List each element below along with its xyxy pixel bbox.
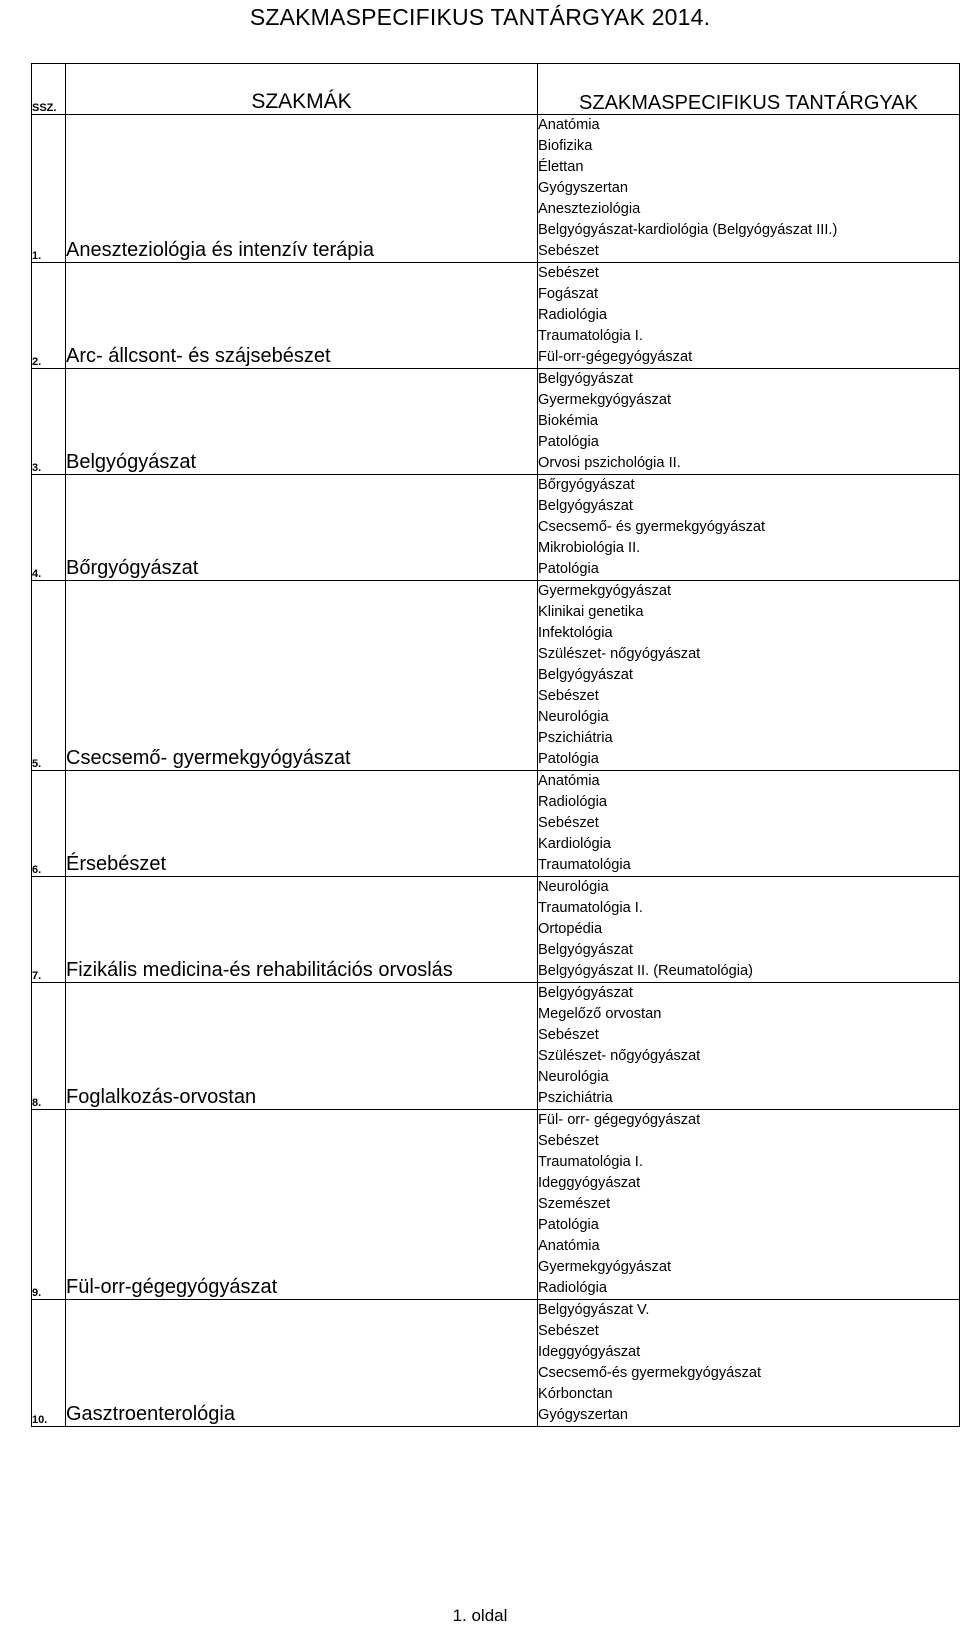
subject-list [538,475,960,581]
subject-item: Szemészet [538,1196,611,1212]
subject-item: Traumatológia I. [538,900,643,916]
subject-item: Belgyógyászat [538,498,633,514]
subject-item: Belgyógyászat II. (Reumatológia) [538,963,753,979]
subject-item: Belgyógyászat [538,985,633,1001]
subject-item: Gyermekgyógyászat [538,583,672,599]
subject-item: Élettan [538,159,584,175]
subject-item: Pszichiátria [538,730,613,746]
subject-item: Neurológia [538,879,609,895]
subject-item: Traumatológia I. [538,1154,643,1170]
subject-item: Pszichiátria [538,1090,613,1106]
subject-list [538,1300,960,1427]
subject-item: Aneszteziológia [538,201,641,217]
table-row [32,1300,960,1427]
subject-item: Megelőző orvostan [538,1006,662,1022]
table-row [32,581,960,771]
row-number: 6. [32,771,66,877]
subject-item: Traumatológia I. [538,328,643,344]
subject-list [538,771,960,877]
subject-item: Sebészet [538,265,599,281]
subject-item: Ideggyógyászat [538,1344,641,1360]
row-number: 10. [32,1300,66,1427]
subject-list [538,115,960,263]
subject-item: Gyógyszertan [538,1407,629,1423]
row-number: 8. [32,983,66,1110]
table-row [32,115,960,263]
subject-list [538,1110,960,1300]
specialty-name: Aneszteziológia és intenzív terápia [66,115,538,263]
subject-item: Belgyógyászat-kardiológia (Belgyógyászat III.) [538,222,838,238]
subject-item: Ideggyógyászat [538,1175,641,1191]
subject-item: Radiológia [538,307,607,323]
row-number: 4. [32,475,66,581]
subject-item: Sebészet [538,1323,599,1339]
row-number: 7. [32,877,66,983]
table-row [32,771,960,877]
subject-item: Anatómia [538,1238,600,1254]
subject-item: Bőrgyógyászat [538,477,635,493]
subject-item: Orvosi pszichológia II. [538,455,681,471]
subject-item: Neurológia [538,709,609,725]
specialty-name: Foglalkozás-orvostan [66,983,538,1110]
subject-item: Belgyógyászat [538,667,633,683]
subject-item: Belgyógyászat [538,371,633,387]
subject-item: Klinikai genetika [538,604,644,620]
subject-item: Csecsemő- és gyermekgyógyászat [538,519,766,535]
subject-item: Neurológia [538,1069,609,1085]
subject-item: Belgyógyászat V. [538,1302,650,1318]
table-row [32,369,960,475]
subject-item: Csecsemő-és gyermekgyógyászat [538,1365,762,1381]
subject-item: Fül-orr-gégegyógyászat [538,349,693,365]
subject-item: Patológia [538,751,599,767]
subject-item: Fogászat [538,286,599,302]
table-row [32,263,960,369]
subject-item: Ortopédia [538,921,603,937]
subject-item: Fül- orr- gégegyógyászat [538,1112,701,1128]
page-footer: 1. oldal [452,1606,508,1625]
specialty-name: Bőrgyógyászat [66,475,538,581]
table-body [32,115,960,1427]
header-szakmak: SZAKMÁK [66,64,538,115]
subject-item: Anatómia [538,773,600,789]
header-ssz: SSZ. [32,64,66,115]
subject-item: Biokémia [538,413,599,429]
specialty-name: Gasztroenterológia [66,1300,538,1427]
table-row [32,1110,960,1300]
subject-item: Gyógyszertan [538,180,629,196]
subject-item: Anatómia [538,117,600,133]
table-row [32,983,960,1110]
subject-item: Sebészet [538,1027,599,1043]
row-number: 1. [32,115,66,263]
subjects-table [31,63,960,1427]
subject-item: Radiológia [538,794,607,810]
subject-list [538,983,960,1110]
subject-item: Kórbonctan [538,1386,613,1402]
specialty-name: Fizikális medicina-és rehabilitációs orvoslás [66,877,538,983]
specialty-name: Csecsemő- gyermekgyógyászat [66,581,538,771]
subject-item: Radiológia [538,1280,607,1296]
table-header-row [32,64,960,115]
row-number: 5. [32,581,66,771]
subject-list [538,877,960,983]
subject-item: Sebészet [538,688,599,704]
subject-list [538,581,960,771]
subject-item: Traumatológia [538,857,631,873]
specialty-name: Arc- állcsont- és szájsebészet [66,263,538,369]
subject-item: Infektológia [538,625,613,641]
subject-item: Szülészet- nőgyógyászat [538,646,701,662]
subject-item: Patológia [538,1217,599,1233]
subject-item: Belgyógyászat [538,942,633,958]
subject-item: Patológia [538,434,599,450]
subject-item: Sebészet [538,243,599,259]
table-row [32,475,960,581]
page-title: SZAKMASPECIFIKUS TANTÁRGYAK 2014. [249,4,711,30]
subject-item: Kardiológia [538,836,612,852]
subject-item: Patológia [538,561,599,577]
specialty-name: Belgyógyászat [66,369,538,475]
subject-item: Gyermekgyógyászat [538,1259,672,1275]
subject-item: Biofizika [538,138,593,154]
subject-item: Gyermekgyógyászat [538,392,672,408]
row-number: 9. [32,1110,66,1300]
specialty-name: Érsebészet [66,771,538,877]
header-tantargyak: SZAKMASPECIFIKUS TANTÁRGYAK [538,64,960,115]
specialty-name: Fül-orr-gégegyógyászat [66,1110,538,1300]
subject-item: Sebészet [538,815,599,831]
subject-item: Szülészet- nőgyógyászat [538,1048,701,1064]
row-number: 2. [32,263,66,369]
subject-list [538,369,960,475]
subject-item: Sebészet [538,1133,599,1149]
row-number: 3. [32,369,66,475]
subject-list [538,263,960,369]
table-row [32,877,960,983]
subject-item: Mikrobiológia II. [538,540,641,556]
